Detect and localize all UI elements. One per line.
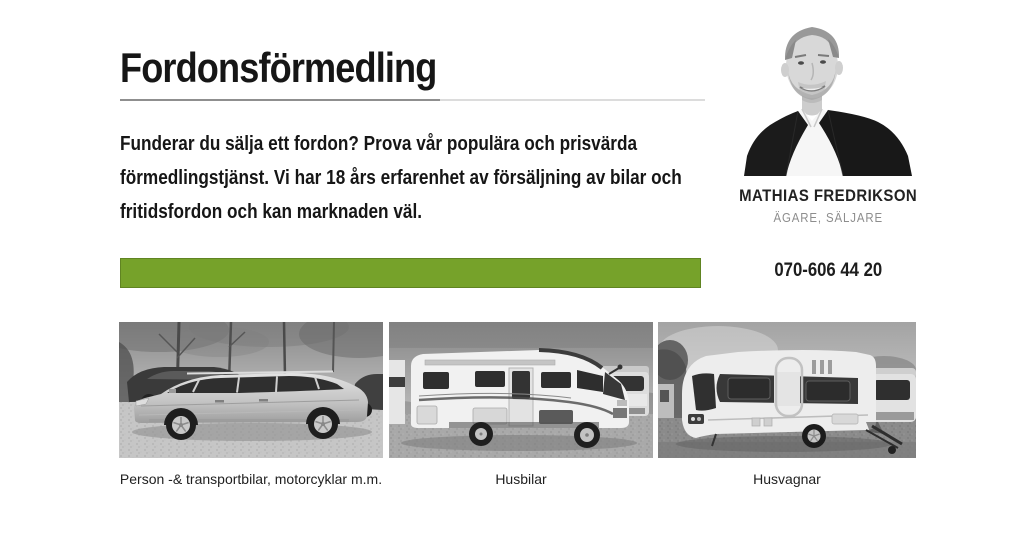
category-caption-cars[interactable]: Person -& transportbilar, motorcyklar m.m. [119, 471, 383, 487]
station-wagon-photo [119, 322, 383, 458]
category-image-motorhomes[interactable] [389, 322, 653, 458]
green-accent-bar [120, 258, 701, 288]
category-caption-motorhomes[interactable]: Husbilar [495, 471, 547, 487]
contact-role: ÄGARE, SÄLJARE [773, 210, 883, 225]
category-image-cars[interactable] [119, 322, 383, 458]
motorhome-photo [389, 322, 653, 458]
contact-name: MATHIAS FREDRIKSON [738, 186, 918, 205]
category-caption-caravans[interactable]: Husvagnar [753, 471, 821, 487]
contact-phone: 070-606 44 20 [774, 260, 882, 281]
title-divider [120, 99, 705, 101]
intro-text: Funderar du sälja ett fordon? Prova vår populära och prisvärda förmedlingstjänst. Vi har 18 års erfarenhet av försäljning av bilar och fritidsfordon och kan marknaden väl. [120, 133, 682, 223]
category-image-caravans[interactable] [658, 322, 916, 458]
caravan-photo [658, 322, 916, 458]
page-title: Fordonsförmedling [120, 44, 437, 91]
person-portrait-photo [740, 8, 916, 176]
title-divider-accent [120, 99, 440, 101]
portrait-illustration [740, 8, 916, 176]
